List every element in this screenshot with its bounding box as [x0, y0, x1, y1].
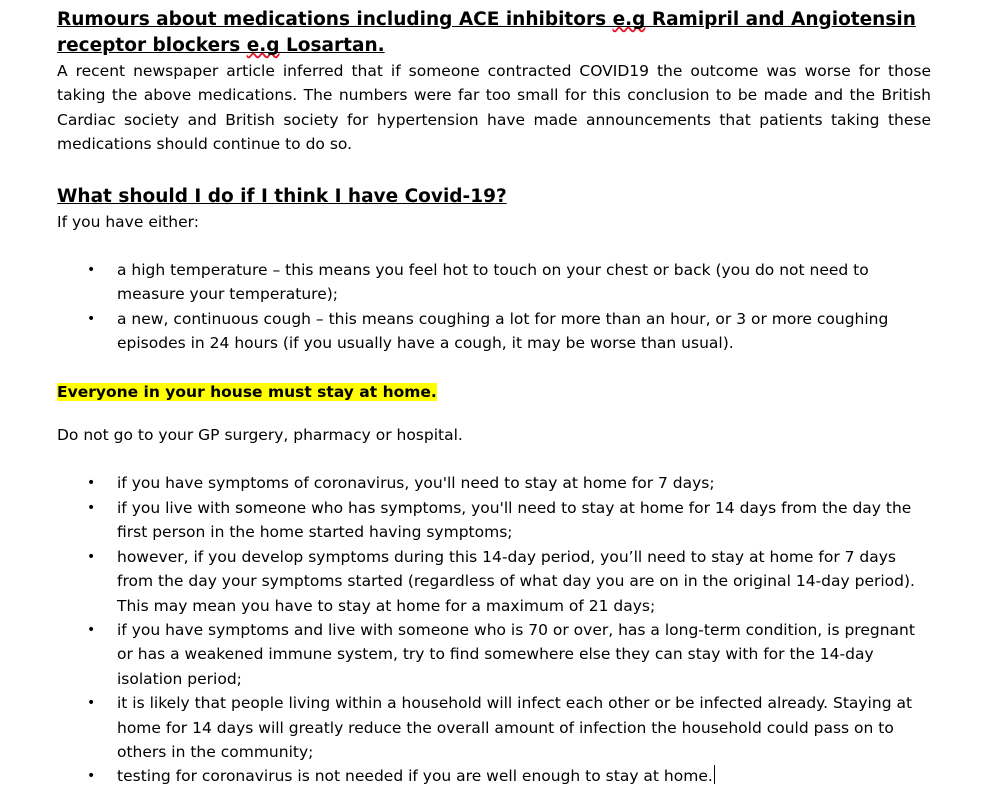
medication-rumours-paragraph: A recent newspaper article inferred that if someone contracted COVID19 the outcome was worse for those taking the above medications. The numbers were far too small for this conclusion to be made and the British Cardiac society and British society for hypertension have made announcements that patients taking these medications should continue to do so. [57, 62, 931, 154]
stay-home-line [57, 380, 931, 404]
text-cursor [714, 765, 715, 784]
intro-text: If you have either: [57, 212, 199, 231]
isolation-points-list [57, 471, 931, 788]
list-item-text: testing for coronavirus is not needed if you are well enough to stay at home. [117, 767, 713, 786]
list-item-text: however, if you develop symptoms during this 14-day period, you’ll need to stay at home for 7 days from the day your symptoms started (regardless of what day you are on in the original 14-day period). This may mean you have to stay at home for a maximum of 21 days; [117, 547, 915, 615]
medication-rumours-heading [57, 7, 931, 59]
bullet-icon: • [87, 548, 96, 565]
heading-text-part: Ramipril and Angiotensin receptor blockers [57, 9, 916, 56]
list-item [57, 691, 931, 764]
bullet-icon: • [87, 768, 96, 785]
highlighted-text: Everyone in your house must stay at home. [57, 382, 437, 401]
list-item-text: if you have symptoms of coronavirus, you'll need to stay at home for 7 days; [117, 474, 715, 493]
list-item-text: if you have symptoms and live with someone who is 70 or over, has a long-term condition, is pregnant or has a weakened immune system, try to find somewhere else they can stay with for the 14-day isolation period; [117, 620, 915, 688]
spellcheck-word: e.g [612, 9, 646, 30]
list-item [57, 764, 931, 788]
list-item [57, 496, 931, 545]
bullet-icon: • [87, 475, 96, 492]
heading-text-part: Rumours about medications including ACE inhibitors [57, 9, 613, 30]
list-item-text: it is likely that people living within a household will infect each other or be infected already. Staying at home for 14 days will greatly reduce the overall amount of infection the household could pass on to others in the community; [117, 694, 913, 761]
covid-symptoms-heading: What should I do if I think I have Covid-19? [57, 185, 507, 207]
heading-text-part: Losartan. [279, 35, 385, 56]
advice-text: Do not go to your GP surgery, pharmacy or hospital. [57, 426, 463, 445]
bullet-icon: • [87, 310, 96, 327]
list-item-text: if you live with someone who has symptoms, you'll need to stay at home for 14 days from the day the first person in the home started having symptoms; [117, 498, 912, 542]
bullet-icon: • [87, 262, 96, 279]
list-item [57, 307, 931, 356]
list-item-text: a new, continuous cough – this means coughing a lot for more than an hour, or 3 or more coughing episodes in 24 hours (if you usually have a cough, it may be worse than usual). [117, 309, 889, 353]
bullet-icon: • [87, 499, 96, 516]
bullet-icon: • [87, 695, 96, 712]
spellcheck-word: e.g [246, 35, 280, 56]
bullet-icon: • [87, 621, 96, 638]
list-item-text: a high temperature – this means you feel hot to touch on your chest or back (you do not need to measure your temperature); [117, 261, 869, 304]
list-item [57, 618, 931, 691]
list-item [57, 545, 931, 618]
symptoms-list [57, 258, 931, 356]
list-item [57, 471, 931, 495]
document-page[interactable] [57, 7, 931, 789]
list-item [57, 258, 931, 307]
